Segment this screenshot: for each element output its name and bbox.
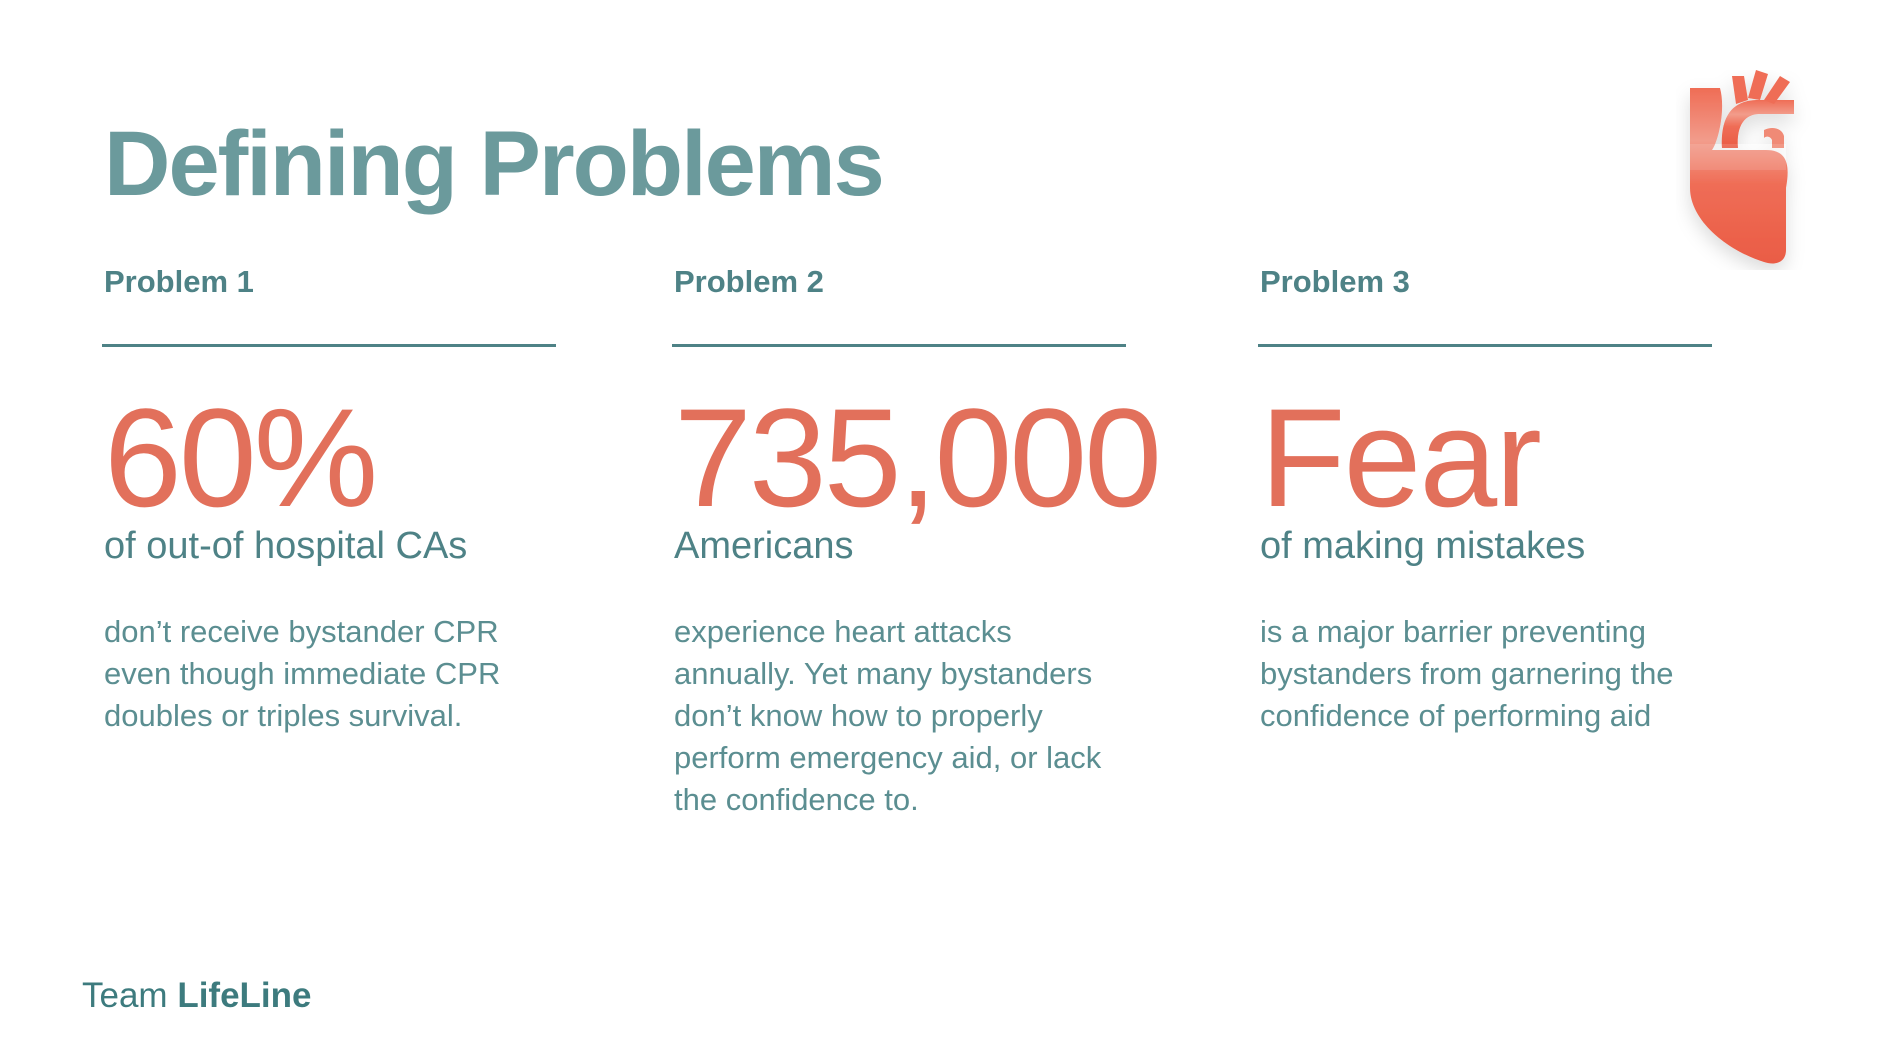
problem-column-3 xyxy=(1260,264,1730,733)
anatomical-heart-icon xyxy=(1676,70,1816,270)
team-prefix: Team xyxy=(82,976,168,1015)
problem-column-1 xyxy=(104,264,574,733)
problem-label: Problem 1 xyxy=(104,264,254,299)
problem-column-2 xyxy=(674,264,1160,817)
problem-label: Problem 3 xyxy=(1260,264,1410,299)
problem-subheading: of out-of hospital CAs xyxy=(104,525,468,567)
divider xyxy=(672,344,1126,347)
page-title: Defining Problems xyxy=(104,113,883,215)
problem-description: experience heart attacks annually. Yet many bystanders don’t know how to properly perform emergency aid, or lack the confidence to. xyxy=(674,614,1102,817)
problem-figure: Fear xyxy=(1260,379,1540,536)
problem-subheading: Americans xyxy=(674,525,854,567)
problem-subheading: of making mistakes xyxy=(1260,525,1586,567)
divider xyxy=(1258,344,1712,347)
problem-figure: 735,000 xyxy=(674,379,1160,536)
problem-figure: 60% xyxy=(104,379,376,536)
problem-label: Problem 2 xyxy=(674,264,824,299)
divider xyxy=(102,344,556,347)
team-name: LifeLine xyxy=(177,976,312,1015)
team-logo xyxy=(82,978,312,1013)
problem-description: don’t receive bystander CPR even though immediate CPR doubles or triples survival. xyxy=(104,614,501,733)
problem-description: is a major barrier preventing bystanders from garnering the confidence of performing aid xyxy=(1260,614,1674,733)
